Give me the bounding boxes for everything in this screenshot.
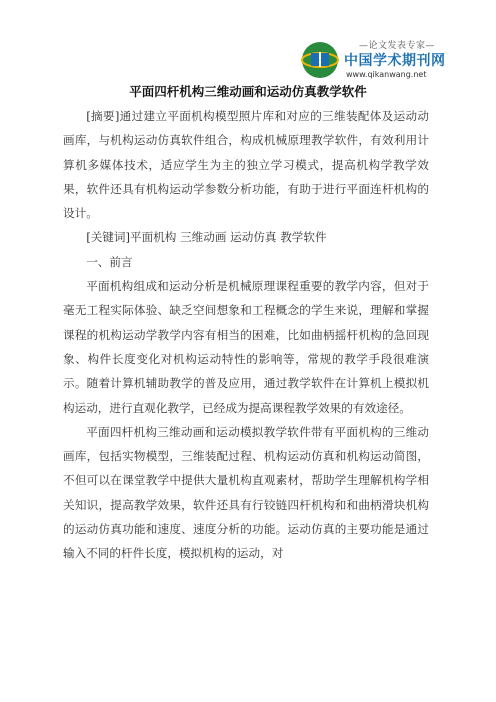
page-title: 平面四杆机构三维动画和运动仿真教学软件 <box>129 84 367 99</box>
document-body <box>63 104 429 566</box>
logo-url: www.qikanwang.net <box>346 70 427 79</box>
logo-name: 中国学术期刊网 <box>344 53 446 69</box>
abstract-paragraph: [摘要]通过建立平面机构模型照片库和对应的三维装配体及运动动画库，与机构运动仿真软件组合，构成机械原理教学软件，有效利用计算机多媒体技术，适应学生为主的独立学习模式，提高机构学教学效果，软件还具有机构运动学参数分析功能，有助于进行平面连杆机构的设计。 <box>63 109 429 221</box>
section-heading: 一、前言 <box>86 254 133 269</box>
body-paragraph: 平面机构组成和运动分析是机械原理课程重要的教学内容，但对于毫无工程实际体验、缺乏空间想象和工程概念的学生来说，理解和掌握课程的机构运动学教学内容有相当的困难，比如曲柄摇杆机构的急回现象、构件长度变化对机构运动特性的影响等，常规的教学手段很难演示。随着计算机辅助教学的普及应用，通过教学软件在计算机上模拟机构运动，进行直观化教学，已经成为提高课程教学效果的有效途径。 <box>63 279 429 415</box>
logo-tagline: —论文发表专家— <box>358 41 435 51</box>
keywords-paragraph: [关键词]平面机构 三维动画 运动仿真 教学软件 <box>86 230 327 245</box>
globe-book-icon <box>300 40 340 80</box>
site-logo <box>300 38 450 86</box>
body-paragraph: 平面四杆机构三维动画和运动模拟教学软件带有平面机构的三维动画库，包括实物模型，三维装配过程、机构运动仿真和机构运动简图，不但可以在课堂教学中提供大量机构直观素材，帮助学生理解机构学相关知识，提高教学效果，软件还具有行铰链四杆机构和和曲柄滑块机构的运动仿真功能和速度、速度分析的功能。运动仿真的主要功能是通过输入不同的杆件长度，模拟机构的运动，对 <box>63 424 429 561</box>
